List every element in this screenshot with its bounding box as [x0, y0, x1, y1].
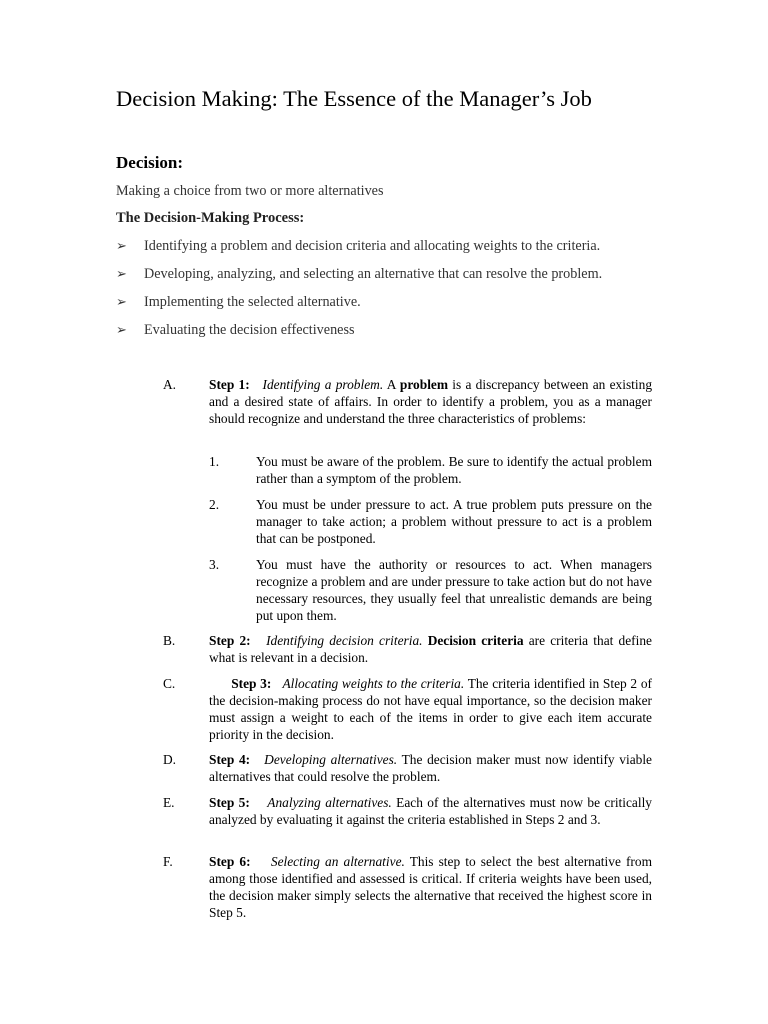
arrow-bullet-icon: ➢ [116, 322, 127, 337]
step-text: This step to select the best alternative from among those identified and assessed is critical. If criteria weights have been used, the decision maker simply selects the alternative that received the highest score in Step 5. [209, 854, 653, 920]
step-title: Developing alternatives. [264, 752, 398, 767]
step-body [209, 675, 652, 743]
step-title: Allocating weights to the criteria. [282, 676, 465, 691]
step-letter: E. [163, 795, 175, 810]
step-term: problem [399, 377, 449, 392]
step-label: Step 6: [209, 854, 251, 869]
step-letter: D. [163, 752, 177, 767]
arrow-bullet-icon: ➢ [116, 294, 127, 309]
step-label: Step 4: [209, 752, 251, 767]
process-heading: The Decision-Making Process: [116, 210, 305, 226]
step-letter: A. [163, 377, 177, 392]
step-body [209, 632, 652, 666]
step-title: Analyzing alternatives. [267, 795, 392, 810]
sub-item-text: You must be aware of the problem. Be sure to identify the actual problem rather than a symptom of the problem. [256, 454, 652, 486]
step-label: Step 2: [209, 633, 251, 648]
step-term: Decision criteria [427, 633, 524, 648]
step-label: Step 1: [209, 377, 250, 392]
sub-item-number: 2. [209, 497, 220, 512]
step-title: Selecting an alternative. [270, 854, 405, 869]
process-item-text: Evaluating the decision effectiveness [144, 322, 355, 338]
step-text: The decision maker must now identify viable alternatives that could resolve the problem. [209, 752, 652, 784]
step-letter: F. [163, 854, 173, 869]
decision-definition: Making a choice from two or more alternatives [116, 183, 384, 199]
step-title: Identifying decision criteria. [266, 633, 423, 648]
step-title: Identifying a problem. [262, 377, 384, 392]
decision-heading: Decision: [116, 153, 184, 172]
step-letter: B. [163, 633, 176, 648]
step-text: The criteria identified in Step 2 of the decision-making process do not have equal importance, so the decision maker must assign a weight to each of the items in order to give each item accurate priority in the decision. [209, 676, 652, 742]
page-title: Decision Making: The Essence of the Manager’s Job [116, 86, 592, 111]
step-text: are criteria that define what is relevant in a decision. [209, 633, 652, 665]
arrow-bullet-icon: ➢ [116, 266, 127, 281]
process-item-text: Developing, analyzing, and selecting an alternative that can resolve the problem. [144, 266, 603, 282]
process-item-text: Identifying a problem and decision criteria and allocating weights to the criteria. [144, 238, 601, 254]
arrow-bullet-icon: ➢ [116, 238, 127, 253]
step-body [209, 751, 652, 785]
step-pre-term: A [386, 377, 396, 392]
step-text: Each of the alternatives must now be critically analyzed by evaluating it against the criteria established in Steps 2 and 3. [209, 795, 653, 827]
sub-item-number: 3. [209, 557, 220, 572]
sub-item-number: 1. [209, 454, 220, 469]
sub-item-text: You must be under pressure to act. A true problem puts pressure on the manager to take action; a problem without pressure to act is a problem that can be postponed. [256, 497, 652, 546]
process-item-text: Implementing the selected alternative. [144, 294, 361, 310]
step-text: is a discrepancy between an existing and a desired state of affairs. In order to identify a problem, you as a manager should recognize and understand the three characteristics of problems: [209, 377, 653, 426]
step-letter: C. [163, 676, 176, 691]
step-label: Step 3: [231, 676, 272, 691]
step-body [209, 376, 652, 427]
sub-item-text: You must have the authority or resources to act. When managers recognize a problem and are under pressure to take action but do not have necessary resources, they usually feel that unrealistic demands are being put upon them. [256, 557, 652, 623]
step-body [209, 853, 652, 921]
step-label: Step 5: [209, 795, 250, 810]
step-body [209, 794, 652, 828]
